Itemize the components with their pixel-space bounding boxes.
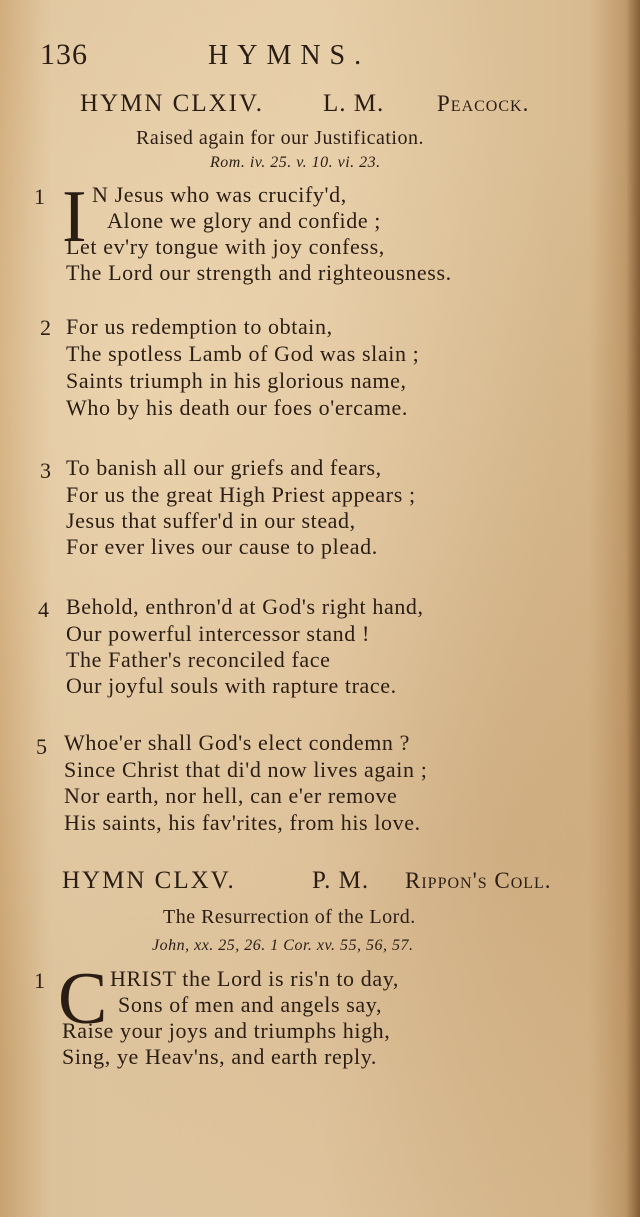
verse-line: The Lord our strength and righteousness. (66, 260, 452, 285)
hymn-165-references: John, xx. 25, 26. 1 Cor. xv. 55, 56, 57. (152, 937, 414, 954)
verse-line: Sons of men and angels say, (118, 992, 383, 1017)
hymn-165-number: HYMN CLXV. (62, 867, 236, 894)
verse-line: Our powerful intercessor stand ! (66, 621, 370, 646)
running-title: HYMNS. (208, 40, 371, 71)
hymn-165-subtitle: The Resurrection of the Lord. (163, 906, 416, 928)
drop-cap: I (62, 176, 87, 258)
verse-line: The spotless Lamb of God was slain ; (66, 341, 420, 366)
verse-line: For us redemption to obtain, (66, 314, 333, 339)
verse-line: The Father's reconciled face (66, 647, 331, 672)
verse-line: For us the great High Priest appears ; (66, 482, 416, 507)
verse-number: 1 (34, 968, 45, 993)
verse-line: Whoe'er shall God's elect condemn ? (64, 730, 410, 755)
verse-line: N Jesus who was crucify'd, (92, 182, 347, 207)
verse-line: Our joyful souls with rapture trace. (66, 673, 397, 698)
verse-line: HRIST the Lord is ris'n to day, (110, 966, 399, 991)
hymn-164-meter: L. M. (323, 90, 385, 117)
verse-line: For ever lives our cause to plead. (66, 534, 378, 559)
verse-number: 1 (34, 184, 45, 209)
verse-line: Nor earth, nor hell, can e'er remove (64, 783, 398, 808)
verse-line: Saints triumph in his glorious name, (66, 368, 407, 393)
verse-number: 2 (40, 315, 51, 340)
verse-line: Sing, ye Heav'ns, and earth reply. (62, 1044, 377, 1069)
verse-line: Raise your joys and triumphs high, (62, 1018, 391, 1043)
hymn-165-tune: Rippon's Coll. (405, 868, 552, 893)
hymn-164-subtitle: Raised again for our Justification. (136, 127, 424, 149)
verse-line: Who by his death our foes o'ercame. (66, 395, 409, 420)
drop-cap: C (58, 958, 108, 1040)
verse-line: Since Christ that di'd now lives again ; (64, 757, 428, 782)
verse-number: 3 (40, 458, 51, 483)
verse-line: Let ev'ry tongue with joy confess, (66, 234, 385, 259)
verse-number: 5 (36, 734, 47, 759)
verse-line: Jesus that suffer'd in our stead, (66, 508, 356, 533)
hymn-164-references: Rom. iv. 25. v. 10. vi. 23. (210, 154, 381, 171)
hymn-164-number: HYMN CLXIV. (80, 90, 265, 117)
hymn-164-tune: Peacock. (437, 91, 530, 116)
page-edge-shadow (626, 0, 640, 1217)
hymn-165-meter: P. M. (312, 867, 370, 894)
page-number: 136 (40, 38, 88, 71)
verse-line: To banish all our griefs and fears, (66, 455, 382, 480)
verse-line: Alone we glory and confide ; (107, 208, 381, 233)
verse-number: 4 (38, 597, 49, 622)
verse-line: His saints, his fav'rites, from his love. (64, 810, 421, 835)
verse-line: Behold, enthron'd at God's right hand, (66, 594, 424, 619)
